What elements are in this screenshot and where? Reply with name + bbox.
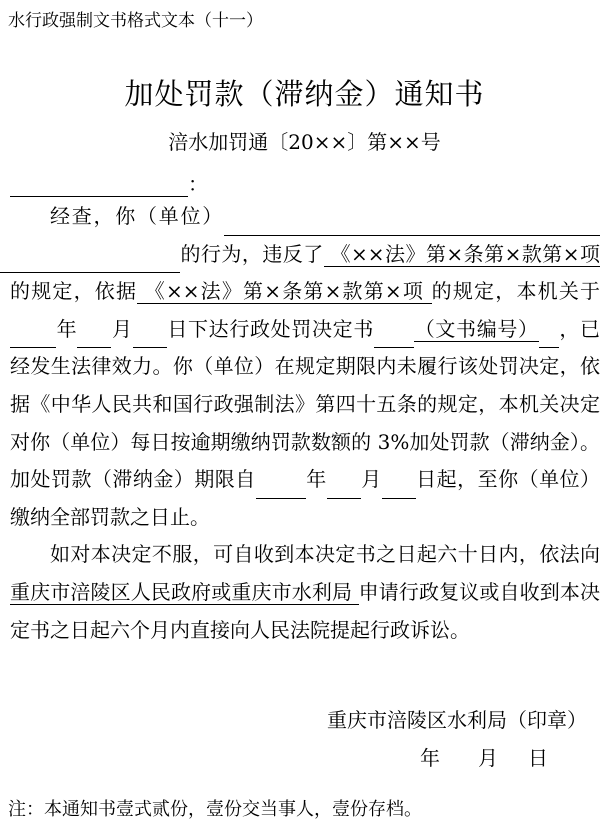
start-month-blank — [327, 477, 361, 499]
year2-label: 年 — [305, 467, 327, 492]
p1-day-start: 日起，至你（单位）缴纳全部罚款之日止。 — [10, 467, 601, 529]
paragraph-facts — [10, 198, 600, 536]
recipient-blank — [10, 175, 188, 197]
p1-behavior: 的行为，违反了 — [180, 241, 324, 266]
month-label: 月 — [111, 316, 133, 341]
p1-effect: ，已经发生法律效力。你（单位）在规定期限内未履行该处罚决定，依据《中华人民共和国行政强制法》第四十五条的规定，本机关决定对你（单位）每日按逾期缴纳罚款数额的 3%加处罚款（滞纳金）。加处罚款（滞纳金）期限自 — [10, 316, 601, 492]
paragraph-appeal — [10, 536, 600, 649]
review-org-text: 重庆市涪陵区人民政府或重庆市水利局 — [10, 579, 353, 604]
p1-day-issue: 日下达行政处罚决定书 — [166, 316, 375, 341]
p2-end: 申请行政复议或自收到本决定书之日起六个月内直接向人民法院提起行政诉讼。 — [10, 579, 601, 642]
doc-ref-blank — [374, 326, 414, 348]
document-number: 涪水加罚通〔20××〕第××号 — [168, 130, 441, 154]
p1-start: 经查，你（单位） — [50, 204, 224, 228]
start-year-blank — [256, 477, 306, 499]
date-month: 月 — [478, 746, 498, 770]
p1-regulation: 的规定，依据 — [10, 279, 138, 304]
notice-body — [10, 198, 600, 649]
law-basis-text: 《××法》第×条第×款第×项 — [144, 279, 425, 304]
document-title: 加处罚款（滞纳金）通知书 — [124, 77, 485, 111]
start-day-blank — [382, 477, 416, 499]
review-org — [10, 580, 359, 605]
month-blank — [77, 326, 111, 348]
doc-ref-blank-2 — [539, 326, 559, 348]
behavior-blank — [0, 251, 180, 273]
law-violated-text: 《××法》第×条第×款第×项 — [330, 241, 600, 266]
footnote: 注：本通知书壹式贰份，壹份交当事人，壹份存档。 — [8, 799, 422, 820]
month2-label: 月 — [360, 467, 382, 492]
signature-date — [420, 742, 548, 771]
recipient-line — [10, 168, 208, 197]
p1-regulation2: 的规定，本机关于 — [431, 279, 601, 304]
date-year: 年 — [420, 746, 440, 770]
party-name-blank — [224, 214, 600, 236]
p2-start: 如对本决定不服，可自收到本决定书之日起六十日内，依法向 — [50, 542, 600, 567]
day-blank — [133, 326, 167, 348]
recipient-colon: ： — [188, 172, 208, 196]
signature-block: 重庆市涪陵区水利局（印章） — [327, 708, 587, 732]
year-label: 年 — [56, 316, 78, 341]
law-violated — [324, 242, 600, 267]
law-basis — [137, 279, 431, 304]
year-blank — [10, 326, 56, 348]
doc-ref: （文书编号） — [414, 316, 539, 341]
date-day: 日 — [528, 746, 548, 770]
header-note: 水行政强制文书格式文本（十一） — [8, 11, 263, 31]
